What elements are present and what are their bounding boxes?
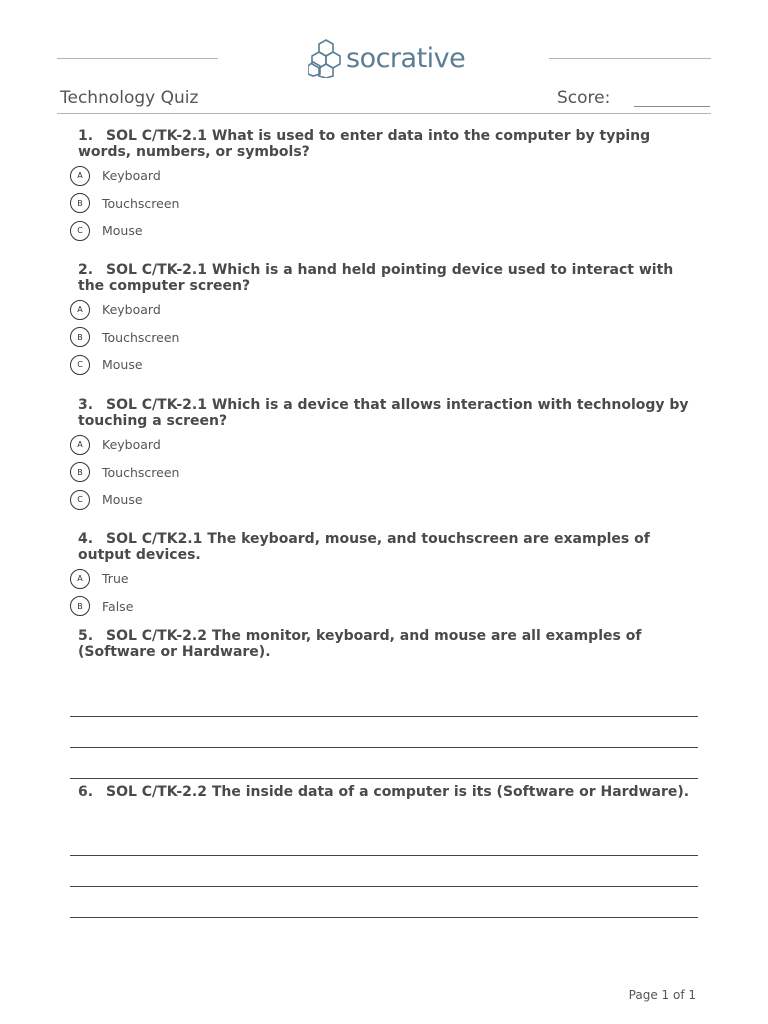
- options-list: [78, 565, 698, 620]
- options-list: [78, 431, 698, 514]
- page-number: Page 1 of 1: [628, 988, 696, 1002]
- answer-line[interactable]: [70, 716, 698, 717]
- answer-line[interactable]: [70, 855, 698, 856]
- question-number: 5.: [78, 628, 94, 644]
- answer-line[interactable]: [70, 778, 698, 779]
- question-number: 6.: [78, 784, 94, 800]
- question-number: 3.: [78, 397, 94, 413]
- option-label: True: [102, 571, 129, 587]
- answer-line[interactable]: [70, 886, 698, 887]
- question-text: SOL C/TK-2.1 Which is a device that allows interaction with technology by touching a screen?: [78, 397, 689, 429]
- option-bubble[interactable]: B: [70, 462, 90, 482]
- option-a[interactable]: [70, 296, 698, 324]
- option-bubble[interactable]: A: [70, 300, 90, 320]
- hexagon-logo-icon: [308, 38, 344, 78]
- option-label: Mouse: [102, 357, 143, 373]
- option-bubble[interactable]: A: [70, 435, 90, 455]
- option-bubble[interactable]: C: [70, 355, 90, 375]
- question-3: [78, 397, 698, 514]
- option-a[interactable]: [70, 162, 698, 190]
- question-text: SOL C/TK-2.1 Which is a hand held pointing device used to interact with the computer screen?: [78, 262, 674, 294]
- option-a[interactable]: [70, 431, 698, 459]
- option-c[interactable]: [70, 486, 698, 514]
- option-label: Mouse: [102, 492, 143, 508]
- question-number: 2.: [78, 262, 94, 278]
- header-divider: [57, 113, 711, 114]
- option-a[interactable]: [70, 565, 698, 593]
- answer-line[interactable]: [70, 917, 698, 918]
- answer-line[interactable]: [70, 747, 698, 748]
- option-bubble[interactable]: A: [70, 166, 90, 186]
- question-number: 4.: [78, 531, 94, 547]
- option-label: Keyboard: [102, 302, 161, 318]
- option-bubble[interactable]: C: [70, 221, 90, 241]
- question-number: 1.: [78, 128, 94, 144]
- question-2: [78, 262, 698, 379]
- options-list: [78, 162, 698, 245]
- option-label: Touchscreen: [102, 195, 180, 211]
- option-label: Touchscreen: [102, 464, 180, 480]
- option-label: Mouse: [102, 223, 143, 239]
- quiz-title: Technology Quiz: [60, 88, 199, 108]
- option-c[interactable]: [70, 351, 698, 379]
- header-rule-left: [57, 58, 218, 59]
- option-bubble[interactable]: B: [70, 327, 90, 347]
- option-label: False: [102, 598, 134, 614]
- question-text: SOL C/TK-2.1 What is used to enter data into the computer by typing words, numbers, or symbols?: [78, 128, 651, 160]
- logo-text: socrative: [346, 42, 466, 74]
- option-c[interactable]: [70, 217, 698, 245]
- option-label: Keyboard: [102, 168, 161, 184]
- option-b[interactable]: [70, 190, 698, 218]
- option-bubble[interactable]: B: [70, 193, 90, 213]
- question-text: SOL C/TK-2.2 The monitor, keyboard, and mouse are all examples of (Software or Hardware).: [78, 628, 642, 660]
- option-label: Keyboard: [102, 437, 161, 453]
- socrative-logo: [308, 38, 468, 78]
- option-b[interactable]: [70, 459, 698, 487]
- options-list: [78, 296, 698, 379]
- question-5: [78, 628, 698, 660]
- header-rule-right: [549, 58, 711, 59]
- question-text: SOL C/TK-2.2 The inside data of a computer is its (Software or Hardware).: [106, 784, 690, 800]
- option-bubble[interactable]: B: [70, 596, 90, 616]
- option-bubble[interactable]: A: [70, 569, 90, 589]
- option-label: Touchscreen: [102, 329, 180, 345]
- score-field-line: [634, 106, 710, 107]
- question-4: [78, 531, 698, 620]
- question-1: [78, 128, 698, 245]
- option-b[interactable]: [70, 324, 698, 352]
- option-b[interactable]: [70, 593, 698, 621]
- score-label: Score:: [557, 88, 611, 108]
- question-text: SOL C/TK2.1 The keyboard, mouse, and touchscreen are examples of output devices.: [78, 531, 650, 563]
- option-bubble[interactable]: C: [70, 490, 90, 510]
- question-6: [78, 784, 698, 800]
